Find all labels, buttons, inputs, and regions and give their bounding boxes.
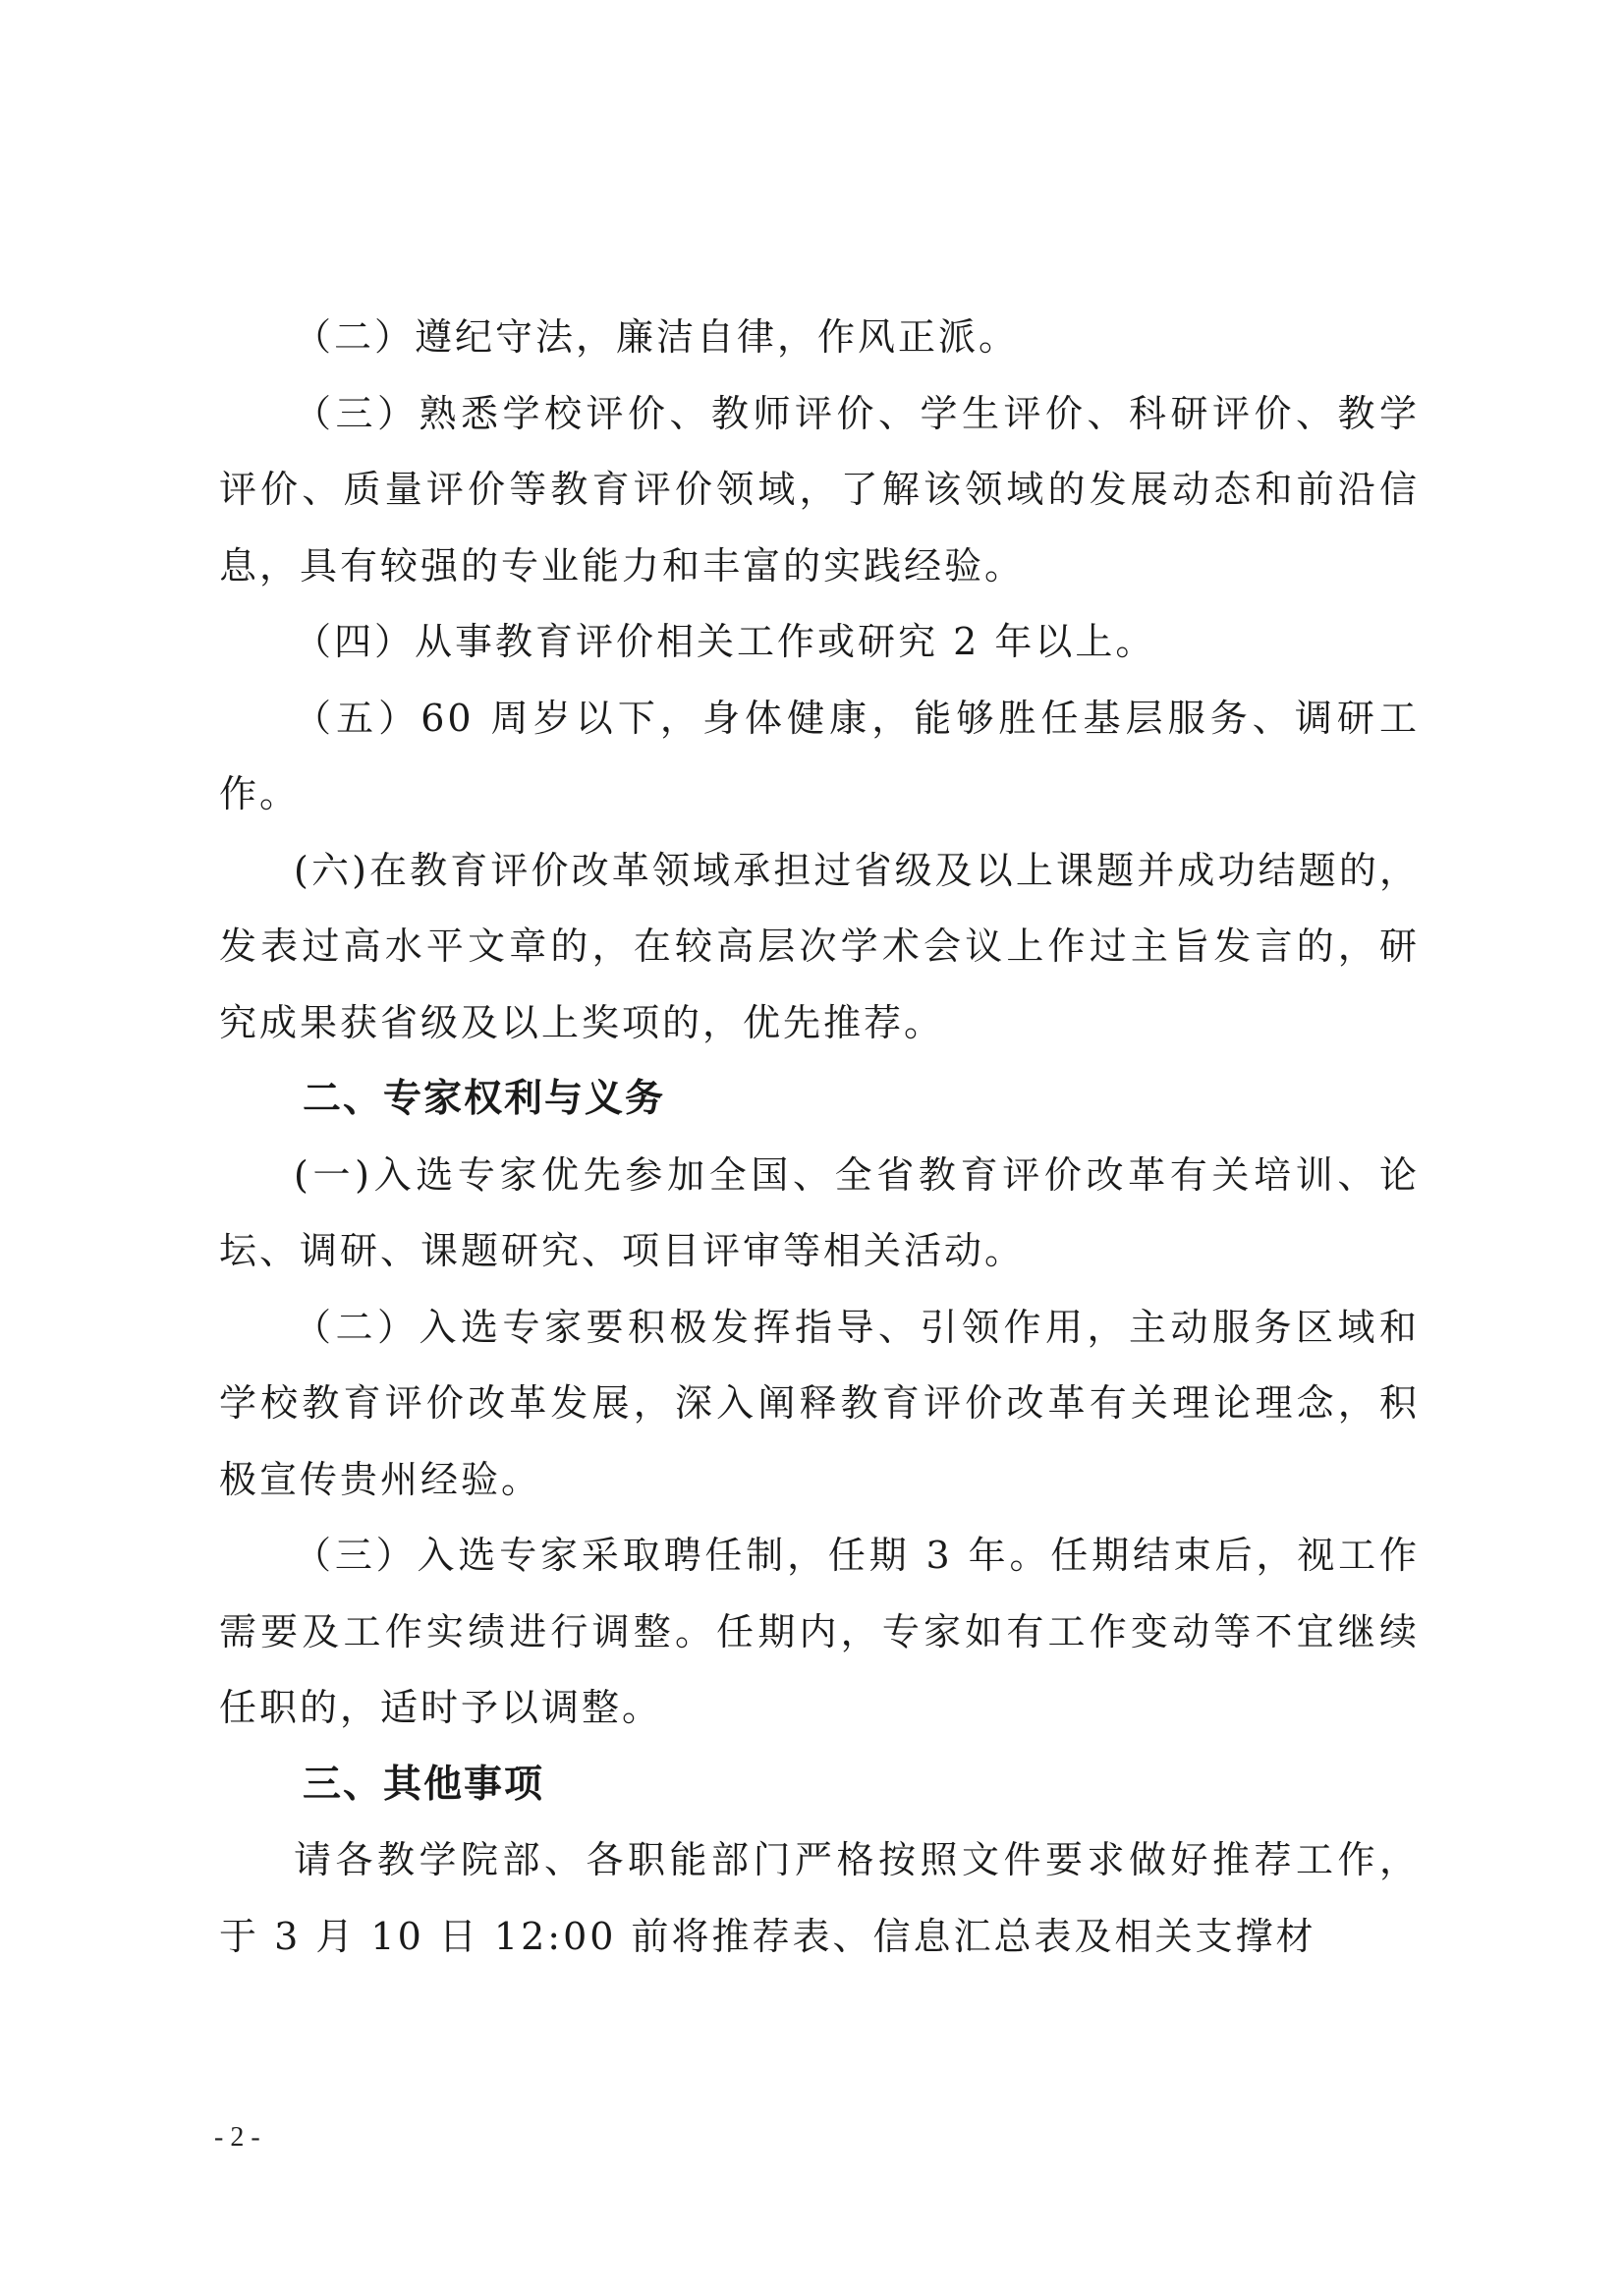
para-item-5-age-health: （五）60 周岁以下，身体健康，能够胜任基层服务、调研工作。 [219, 696, 1420, 815]
para-rights-1-activities: (一)入选专家优先参加全国、全省教育评价改革有关培训、论坛、调研、课题研究、项目评审等相关活动。 [219, 1152, 1420, 1272]
para-item-4-experience: （四）从事教育评价相关工作或研究 2 年以上。 [294, 620, 1156, 663]
para-item-2-discipline: （二）遵纪守法，廉洁自律，作风正派。 [294, 315, 1020, 359]
para-rights-2-guidance: （二）入选专家要积极发挥指导、引领作用，主动服务区域和学校教育评价改革发展，深入阐释教育评价改革有关理论理念，积极宣传贵州经验。 [219, 1305, 1420, 1501]
page-number: - 2 - [214, 2122, 260, 2153]
para-item-6-priority: (六)在教育评价改革领域承担过省级及以上课题并成功结题的，发表过高水平文章的，在较高层次学术会议上作过主旨发言的，研究成果获省级及以上奖项的，优先推荐。 [219, 848, 1420, 1044]
para-rights-3-term: （三）入选专家采取聘任制，任期 3 年。任期结束后，视工作需要及工作实绩进行调整。任期内，专家如有工作变动等不宜继续任职的，适时予以调整。 [219, 1534, 1420, 1729]
para-item-3-familiarity: （三）熟悉学校评价、教师评价、学生评价、科研评价、教学评价、质量评价等教育评价领域，了解该领域的发展动态和前沿信息，具有较强的专业能力和丰富的实践经验。 [219, 391, 1420, 588]
section-heading-other-matters: 三、其他事项 [303, 1762, 545, 1807]
document-body [219, 300, 1420, 1975]
para-other-submission: 请各教学院部、各职能部门严格按照文件要求做好推荐工作，于 3 月 10 日 12:00 前将推荐表、信息汇总表及相关支撑材 [219, 1838, 1420, 1958]
section-heading-rights-duties: 二、专家权利与义务 [303, 1077, 666, 1121]
